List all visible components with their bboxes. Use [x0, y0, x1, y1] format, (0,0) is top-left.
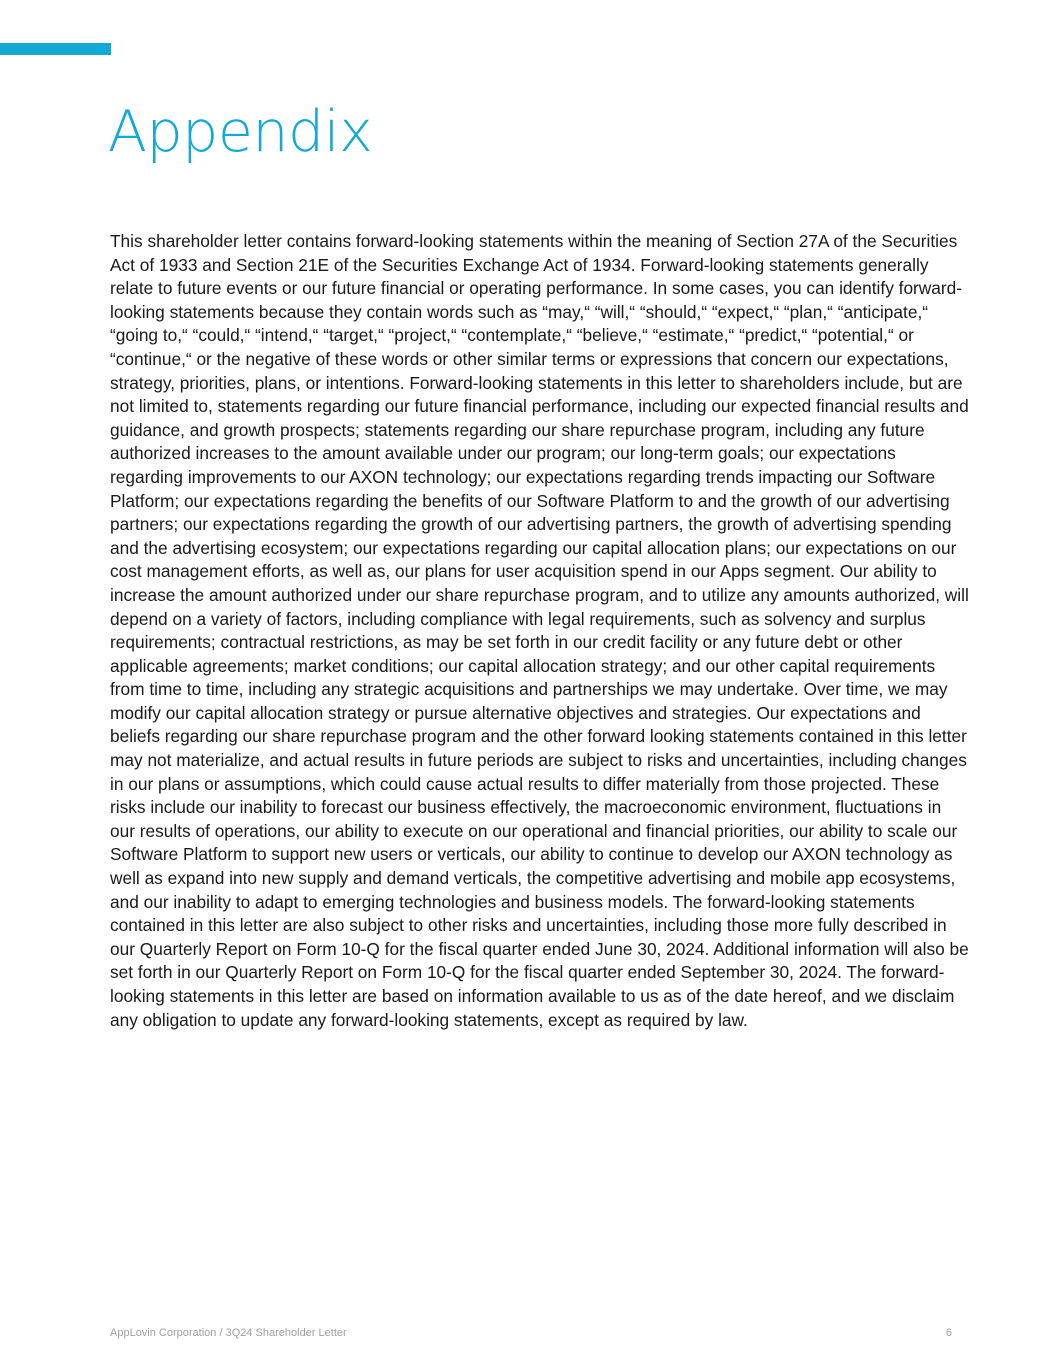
page-number: 6: [945, 1327, 952, 1339]
body-paragraph: This shareholder letter contains forward-looking statements within the meaning of Section 27A of the Securities Act of 1933 and Section 21E of the Securities Exchange Act of 1934. Forward-looking statements generally relate to future events or our future financial or operating performance. In some cases, you can identify forward-looking statements because they contain words such as “may,“ “will,“ “should,“ “expect,“ “plan,“ “anticipate,“ “going to,“ “could,“ “intend,“ “target,“ “project,“ “contemplate,“ “believe,“ “estimate,“ “predict,“ “potential,“ or “continue,“ or the negative of these words or other similar terms or expressions that concern our expectations, strategy, priorities, plans, or intentions. Forward-looking statements in this letter to shareholders include, but are not limited to, statements regarding our future financial performance, including our expected financial results and guidance, and growth prospects; statements regarding our share repurchase program, including any future authorized increases to the amount available under our program; our long-term goals; our expectations regarding improvements to our AXON technology; our expectations regarding trends impacting our Software Platform; our expectations regarding the benefits of our Software Platform to and the growth of our advertising partners; our expectations regarding the growth of our advertising partners, the growth of advertising spending and the advertising ecosystem; our expectations regarding our capital allocation plans; our expectations on our cost management efforts, as well as, our plans for user acquisition spend in our Apps segment. Our ability to increase the amount authorized under our share repurchase program, and to utilize any amounts authorized, will depend on a variety of factors, including compliance with legal requirements, such as solvency and surplus requirements; contractual restrictions, as may be set forth in our credit facility or any future debt or other applicable agreements; market conditions; our capital allocation strategy; and our other capital requirements from time to time, including any strategic acquisitions and partnerships we may undertake. Over time, we may modify our capital allocation strategy or pursue alternative objectives and strategies. Our expectations and beliefs regarding our share repurchase program and the other forward looking statements contained in this letter may not materialize, and actual results in future periods are subject to risks and uncertainties, including changes in our plans or assumptions, which could cause actual results to differ materially from those projected. These risks include our inability to forecast our business effectively, the macroeconomic environment, fluctuations in our results of operations, our ability to execute on our operational and financial priorities, our ability to scale our Software Platform to support new users or verticals, our ability to continue to develop our AXON technology as well as expand into new supply and demand verticals, the competitive advertising and mobile app ecosystems, and our inability to adapt to emerging technologies and business models. The forward-looking statements contained in this letter are also subject to other risks and uncertainties, including those more fully described in our Quarterly Report on Form 10-Q for the fiscal quarter ended June 30, 2024. Additional information will also be set forth in our Quarterly Report on Form 10-Q for the fiscal quarter ended September 30, 2024. The forward-looking statements in this letter are based on information available to us as of the date hereof, and we disclaim any obligation to update any forward-looking statements, except as required by law.: [110, 231, 969, 1030]
accent-bar: [0, 43, 111, 55]
page-title: Appendix: [108, 99, 373, 165]
footer-source: AppLovin Corporation / 3Q24 Shareholder Letter: [110, 1327, 347, 1339]
